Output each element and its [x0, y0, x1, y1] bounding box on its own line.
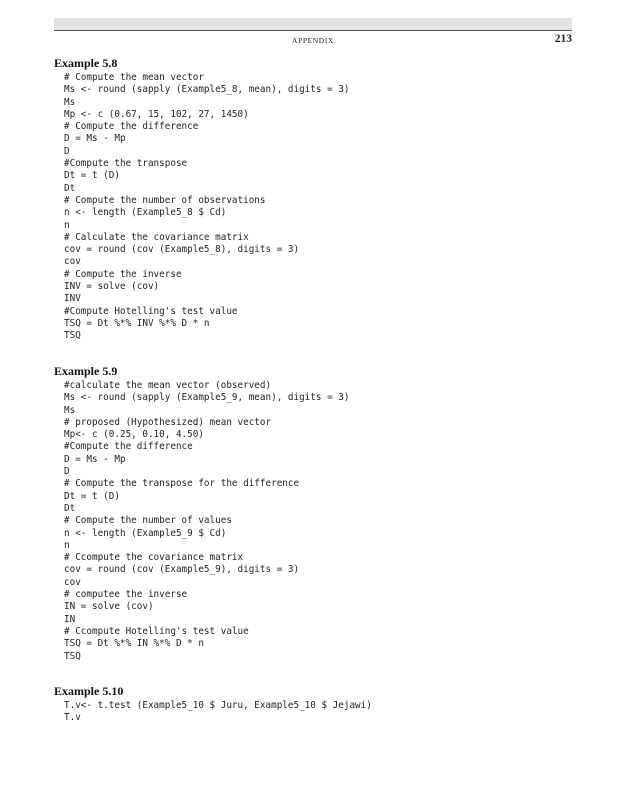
example-5-10-section	[54, 682, 594, 725]
code-line: T.v	[64, 712, 81, 724]
code-block	[54, 700, 594, 725]
code-line: cov	[64, 256, 81, 268]
code-line: n <- length (Example5_8 $ Cd)	[64, 207, 227, 219]
code-line: # Compute the number of values	[64, 515, 232, 527]
header-rule	[54, 30, 572, 31]
code-block	[54, 72, 594, 343]
code-line: # computee the inverse	[64, 589, 188, 601]
code-line: #calculate the mean vector (observed)	[64, 380, 272, 391]
header-band	[54, 18, 572, 30]
example-5-9-section	[54, 362, 594, 663]
code-line: # Compute the difference	[64, 121, 199, 133]
code-line: # Compute the transpose for the difference	[64, 478, 300, 490]
code-line: TSQ	[64, 650, 81, 662]
code-block	[54, 380, 594, 663]
example-heading: Example 5.9	[54, 364, 118, 378]
code-line: D = Ms - Mp	[64, 453, 126, 465]
code-line: # Ccompute Hotelling's test value	[64, 625, 249, 637]
code-line: n <- length (Example5_9 $ Cd)	[64, 527, 227, 539]
code-line: IN = solve (cov)	[64, 601, 154, 613]
code-line: Ms	[64, 404, 76, 416]
code-line: D	[64, 466, 70, 478]
code-line: cov	[64, 576, 81, 588]
code-line: Dt = t (D)	[64, 490, 120, 502]
code-line: # Calculate the covariance matrix	[64, 231, 249, 243]
code-line: Mp<- c (0.25, 0.10, 4.50)	[64, 429, 204, 441]
example-heading: Example 5.10	[54, 684, 124, 698]
code-line: #Compute Hotelling's test value	[64, 305, 238, 317]
code-line: Ms <- round (sapply (Example5_9, mean), digits = 3)	[64, 392, 350, 404]
code-line: n	[64, 219, 70, 231]
code-line: TSQ = Dt %*% IN %*% D * n	[64, 638, 204, 650]
code-line: cov = round (cov (Example5_8), digits = 3)	[64, 244, 300, 256]
code-line: TSQ = Dt %*% INV %*% D * n	[64, 317, 210, 329]
page-number: 213	[554, 33, 572, 45]
code-line: Ms <- round (sapply (Example5_8, mean), digits = 3)	[64, 84, 350, 96]
code-line: Dt	[64, 502, 76, 514]
code-line: D	[64, 145, 70, 157]
code-line: Dt	[64, 182, 76, 194]
example-heading: Example 5.8	[54, 56, 118, 70]
example-5-8-section	[54, 54, 594, 343]
code-line: # Compute the inverse	[64, 268, 182, 280]
code-line: # Ccompute the covariance matrix	[64, 552, 244, 564]
running-title: APPENDIX	[292, 36, 334, 45]
code-line: Ms	[64, 96, 76, 108]
code-line: # proposed (Hypothesized) mean vector	[64, 416, 272, 428]
code-line: IN	[64, 613, 76, 625]
code-line: Dt = t (D)	[64, 170, 120, 182]
code-line: # Compute the number of observations	[64, 194, 266, 206]
code-line: cov = round (cov (Example5_9), digits = 3)	[64, 564, 300, 576]
code-line: #Compute the difference	[64, 441, 193, 453]
code-line: T.v<- t.test (Example5_10 $ Juru, Example5_10 $ Jejawi)	[64, 700, 372, 711]
code-line: #Compute the transpose	[64, 158, 188, 170]
code-line: INV = solve (cov)	[64, 281, 160, 293]
code-line: TSQ	[64, 330, 81, 342]
code-line: # Compute the mean vector	[64, 72, 204, 83]
running-head	[54, 33, 572, 49]
code-line: INV	[64, 293, 81, 305]
code-line: D = Ms - Mp	[64, 133, 126, 145]
code-line: Mp <- c (0.67, 15, 102, 27, 1450)	[64, 108, 249, 120]
code-line: n	[64, 539, 70, 551]
